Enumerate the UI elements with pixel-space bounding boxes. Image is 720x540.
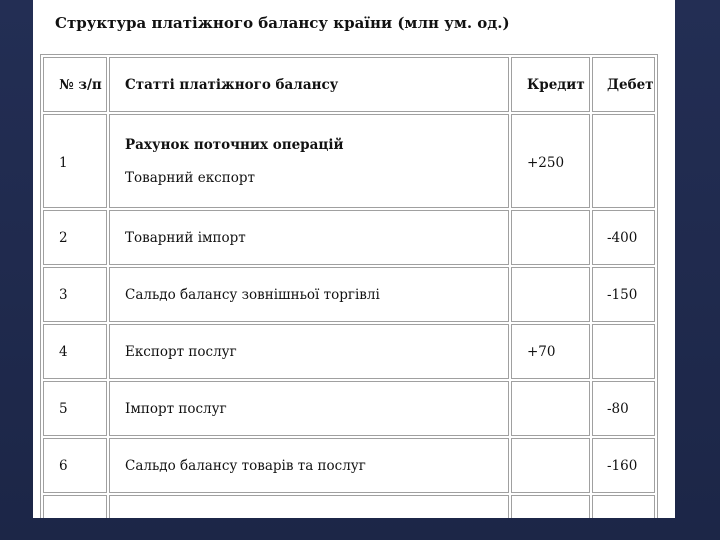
- balance-table: [40, 54, 658, 518]
- row-debit: [592, 495, 655, 518]
- row-num: 2: [43, 210, 107, 265]
- row-credit: +70: [511, 324, 590, 379]
- row-credit: [511, 210, 590, 265]
- page-title: Структура платіжного балансу країни (млн ум. од.): [55, 14, 510, 32]
- row-name: Товарний імпорт: [109, 210, 509, 265]
- table-row: [43, 114, 655, 208]
- row-name: Експорт послуг: [109, 324, 509, 379]
- row-debit: -150: [592, 267, 655, 322]
- row-credit: [511, 381, 590, 436]
- table-row: [43, 438, 655, 493]
- document-sheet: [33, 0, 675, 518]
- table-row-cut-off: [43, 495, 655, 518]
- header-name: Статті платіжного балансу: [109, 57, 509, 112]
- row-num: 5: [43, 381, 107, 436]
- row-num: 6: [43, 438, 107, 493]
- row-credit: +250: [511, 114, 590, 208]
- row-debit: [592, 114, 655, 208]
- row-name: [109, 114, 509, 208]
- row-num: 4: [43, 324, 107, 379]
- row-num: [43, 495, 107, 518]
- row-debit: [592, 324, 655, 379]
- row-name: Сальдо балансу зовнішньої торгівлі: [109, 267, 509, 322]
- header-credit: Кредит: [511, 57, 590, 112]
- table-row: [43, 324, 655, 379]
- row-num: 3: [43, 267, 107, 322]
- table-row: [43, 381, 655, 436]
- table-header-row: [43, 57, 655, 112]
- header-debit: Дебет: [592, 57, 655, 112]
- row-debit: -160: [592, 438, 655, 493]
- table-row: [43, 267, 655, 322]
- row-credit: [511, 495, 590, 518]
- row-num: 1: [43, 114, 107, 208]
- row-name: Імпорт послуг: [109, 381, 509, 436]
- table-row: [43, 210, 655, 265]
- row-debit: -80: [592, 381, 655, 436]
- row-credit: [511, 438, 590, 493]
- row-debit: -400: [592, 210, 655, 265]
- row-credit: [511, 267, 590, 322]
- row-name: Сальдо балансу товарів та послуг: [109, 438, 509, 493]
- header-num: № з/п: [43, 57, 107, 112]
- row-item-label: Товарний експорт: [125, 169, 255, 186]
- section-title: Рахунок поточних операцій: [125, 136, 344, 153]
- row-name: [109, 495, 509, 518]
